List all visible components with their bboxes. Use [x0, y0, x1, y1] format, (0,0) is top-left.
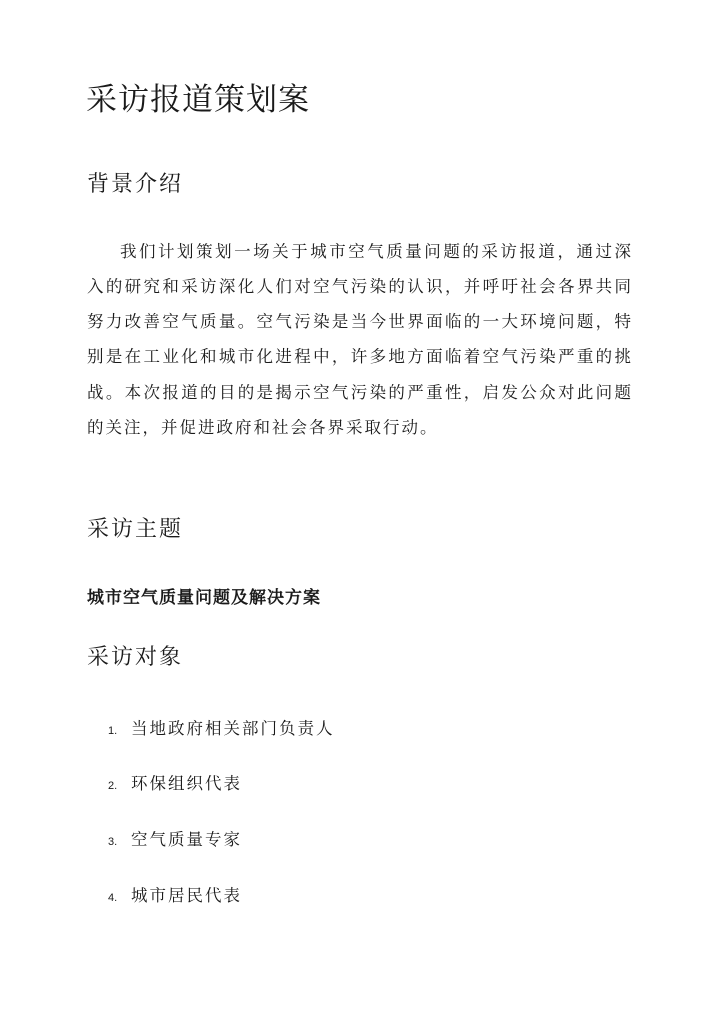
list-item [108, 770, 242, 794]
list-item-number: 1. [108, 725, 118, 737]
list-item [108, 826, 242, 850]
list-item-text: 城市居民代表 [131, 886, 242, 905]
list-item-number: 3. [108, 836, 118, 848]
list-item [108, 715, 335, 739]
topic-heading: 采访主题 [87, 517, 184, 542]
background-paragraph: 我们计划策划一场关于城市空气质量问题的采访报道，通过深入的研究和采访深化人们对空气污染的认识，并呼吁社会各界共同努力改善空气质量。空气污染是当今世界面临的一大环境问题，特别是在工业化和城市化进程中，许多地方面临着空气污染严重的挑战。本次报道的目的是揭示空气污染的严重性，启发公众对此问题的关注，并促进政府和社会各界采取行动。 [87, 242, 633, 437]
list-item-text: 当地政府相关部门负责人 [131, 719, 335, 738]
list-item-text: 空气质量专家 [131, 830, 242, 849]
list-item-text: 环保组织代表 [131, 774, 242, 793]
list-item [108, 882, 242, 906]
list-item-number: 2. [108, 780, 118, 792]
list-item-number: 4. [108, 892, 118, 904]
interviewee-heading: 采访对象 [87, 645, 184, 670]
background-heading: 背景介绍 [87, 172, 184, 197]
document-title: 采访报道策划案 [86, 82, 310, 118]
topic-subtitle: 城市空气质量问题及解决方案 [87, 588, 321, 608]
